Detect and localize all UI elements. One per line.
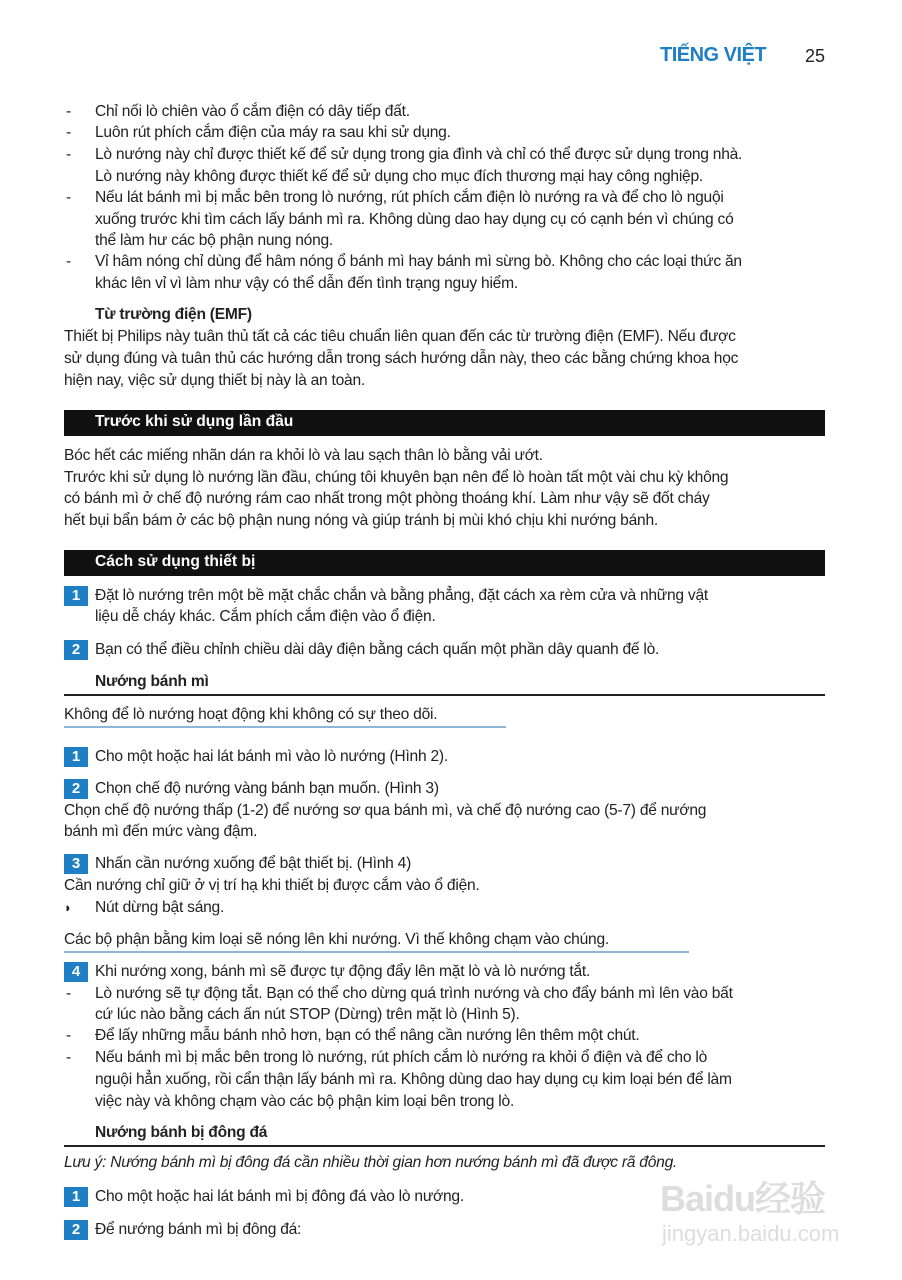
dash: - xyxy=(66,1027,72,1044)
first-use-text: hết bụi bẩn bám ở các bộ phận nung nóng và giúp tránh bị mùi khó chịu khi nướng bánh. xyxy=(64,512,658,529)
emf-heading: Từ trường điện (EMF) xyxy=(95,306,252,323)
step-text: Đặt lò nướng trên một bề mặt chắc chắn và bằng phẳng, đặt cách xa rèm cửa và những vật xyxy=(95,587,708,604)
first-use-text: Trước khi sử dụng lò nướng lần đầu, chúng tôi khuyên bạn nên để lò hoàn tất một vài chu kỳ không xyxy=(64,469,729,486)
first-use-text: có bánh mì ở chế độ nướng rám cao nhất trong một phòng thoáng khí. Làm như vậy sẽ đốt cháy xyxy=(64,490,710,507)
dash: - xyxy=(66,253,72,270)
step-text: liệu dễ cháy khác. Cắm phích cắm điện vào ổ điện. xyxy=(95,608,436,625)
list-item-cont: thể làm hư các bộ phận nung nóng. xyxy=(95,232,334,249)
watermark-url: jingyan.baidu.com xyxy=(662,1221,840,1246)
emf-text: Thiết bị Philips này tuân thủ tất cả các tiêu chuẩn liên quan đến các từ trường điện (EMF). Nếu được xyxy=(64,328,736,345)
list-item: Nếu lát bánh mì bị mắc bên trong lò nướng, rút phích cắm điện lò nướng ra và để cho lò nguội xyxy=(95,189,724,206)
list-item-cont: khác lên vỉ vì làm như vậy có thể dẫn đến tình trạng nguy hiểm. xyxy=(95,275,518,292)
step-detail: Chọn chế độ nướng thấp (1-2) để nướng sơ qua bánh mì, và chế độ nướng cao (5-7) để nướng xyxy=(64,802,707,819)
emf-text: sử dụng đúng và tuân thủ các hướng dẫn trong sách hướng dẫn này, theo các bằng chứng khoa học xyxy=(64,350,739,367)
list-item-cont: xuống trước khi tìm cách lấy bánh mì ra. Không dùng dao hay dụng cụ có cạnh bén vì chúng có xyxy=(95,211,734,228)
list-item: Luôn rút phích cắm điện của máy ra sau khi sử dụng. xyxy=(95,124,451,141)
list-item-cont: nguội hẳn xuống, rồi cẩn thận lấy bánh mì ra. Không dùng dao hay dụng cụ kim loại bén để làm xyxy=(95,1071,732,1088)
emf-text: hiện nay, việc sử dụng thiết bị này là an toàn. xyxy=(64,372,365,389)
list-item-cont: Lò nướng này không được thiết kế để sử dụng cho mục đích thương mại hay công nghiệp. xyxy=(95,168,703,185)
section-bar-first-use xyxy=(64,410,825,436)
step-text: Nhấn cần nướng xuống để bật thiết bị. (Hình 4) xyxy=(95,855,412,872)
divider xyxy=(64,694,825,696)
section-title: Trước khi sử dụng lần đầu xyxy=(95,413,294,430)
step-number: 2 xyxy=(64,1220,88,1240)
step-number: 3 xyxy=(64,854,88,874)
dash: - xyxy=(66,985,72,1002)
first-use-text: Bóc hết các miếng nhãn dán ra khỏi lò và lau sạch thân lò bằng vải ướt. xyxy=(64,447,543,464)
dash: - xyxy=(66,1049,72,1066)
step-text: Khi nướng xong, bánh mì sẽ được tự động đẩy lên mặt lò và lò nướng tắt. xyxy=(95,963,591,980)
step-number: 2 xyxy=(64,640,88,660)
result-arrow-icon: ◗ xyxy=(64,900,72,915)
step-number: 2 xyxy=(64,779,88,799)
warning-text: Các bộ phận bằng kim loại sẽ nóng lên khi nướng. Vì thế không chạm vào chúng. xyxy=(64,931,609,948)
step-number: 4 xyxy=(64,962,88,982)
step-text: Chọn chế độ nướng vàng bánh bạn muốn. (Hình 3) xyxy=(95,780,439,797)
warning-text: Không để lò nướng hoạt động khi không có sự theo dõi. xyxy=(64,706,438,723)
step-text: Cho một hoặc hai lát bánh mì vào lò nướng (Hình 2). xyxy=(95,748,448,765)
toasting-heading: Nướng bánh mì xyxy=(95,673,209,690)
list-item: Lò nướng này chỉ được thiết kế để sử dụng trong gia đình và chỉ có thể được sử dụng trong nhà. xyxy=(95,146,743,163)
step-number: 1 xyxy=(64,747,88,767)
step-number: 1 xyxy=(64,1187,88,1207)
list-item: Vỉ hâm nóng chỉ dùng để hâm nóng ổ bánh mì hay bánh mì sừng bò. Không cho các loại thức ăn xyxy=(95,253,742,270)
section-title: Cách sử dụng thiết bị xyxy=(95,553,256,570)
dash: - xyxy=(66,189,72,206)
list-item: Chỉ nối lò chiên vào ổ cắm điện có dây tiếp đất. xyxy=(95,103,410,120)
list-item: Nếu bánh mì bị mắc bên trong lò nướng, rút phích cắm lò nướng ra khỏi ổ điện và để cho lò xyxy=(95,1049,707,1066)
dash: - xyxy=(66,124,72,141)
warning-underline xyxy=(64,726,506,728)
watermark-logo: Baidu经验 xyxy=(660,1178,826,1219)
step-number: 1 xyxy=(64,586,88,606)
step-text: Bạn có thể điều chỉnh chiều dài dây điện bằng cách quấn một phần dây quanh đế lò. xyxy=(95,641,660,658)
step-result: Nút dừng bật sáng. xyxy=(95,899,225,916)
frozen-heading: Nướng bánh bị đông đá xyxy=(95,1124,268,1141)
language-title: TIẾNG VIỆT xyxy=(660,44,767,66)
divider xyxy=(64,1145,825,1147)
dash: - xyxy=(66,146,72,163)
list-item: Để lấy những mẫu bánh nhỏ hơn, bạn có thể nâng cần nướng lên thêm một chút. xyxy=(95,1027,640,1044)
note-text: Lưu ý: Nướng bánh mì bị đông đá cần nhiều thời gian hơn nướng bánh mì đã được rã đông. xyxy=(64,1154,678,1171)
step-text: Cho một hoặc hai lát bánh mì bị đông đá vào lò nướng. xyxy=(95,1188,464,1205)
list-item: Lò nướng sẽ tự động tắt. Bạn có thể cho dừng quá trình nướng và cho đẩy bánh mì lên vào bất xyxy=(95,985,733,1002)
page-number: 25 xyxy=(805,46,826,66)
list-item-cont: cứ lúc nào bằng cách ấn nút STOP (Dừng) trên mặt lò (Hình 5). xyxy=(95,1006,520,1023)
step-detail: Cần nướng chỉ giữ ở vị trí hạ khi thiết bị được cắm vào ổ điện. xyxy=(64,877,480,894)
section-bar-usage xyxy=(64,550,825,576)
list-item-cont: việc này và không chạm vào các bộ phận kim loại bên trong lò. xyxy=(95,1093,515,1110)
dash: - xyxy=(66,103,72,120)
step-text: Để nướng bánh mì bị đông đá: xyxy=(95,1221,302,1238)
warning-underline xyxy=(64,951,689,953)
step-detail: bánh mì đến mức vàng đậm. xyxy=(64,823,258,840)
